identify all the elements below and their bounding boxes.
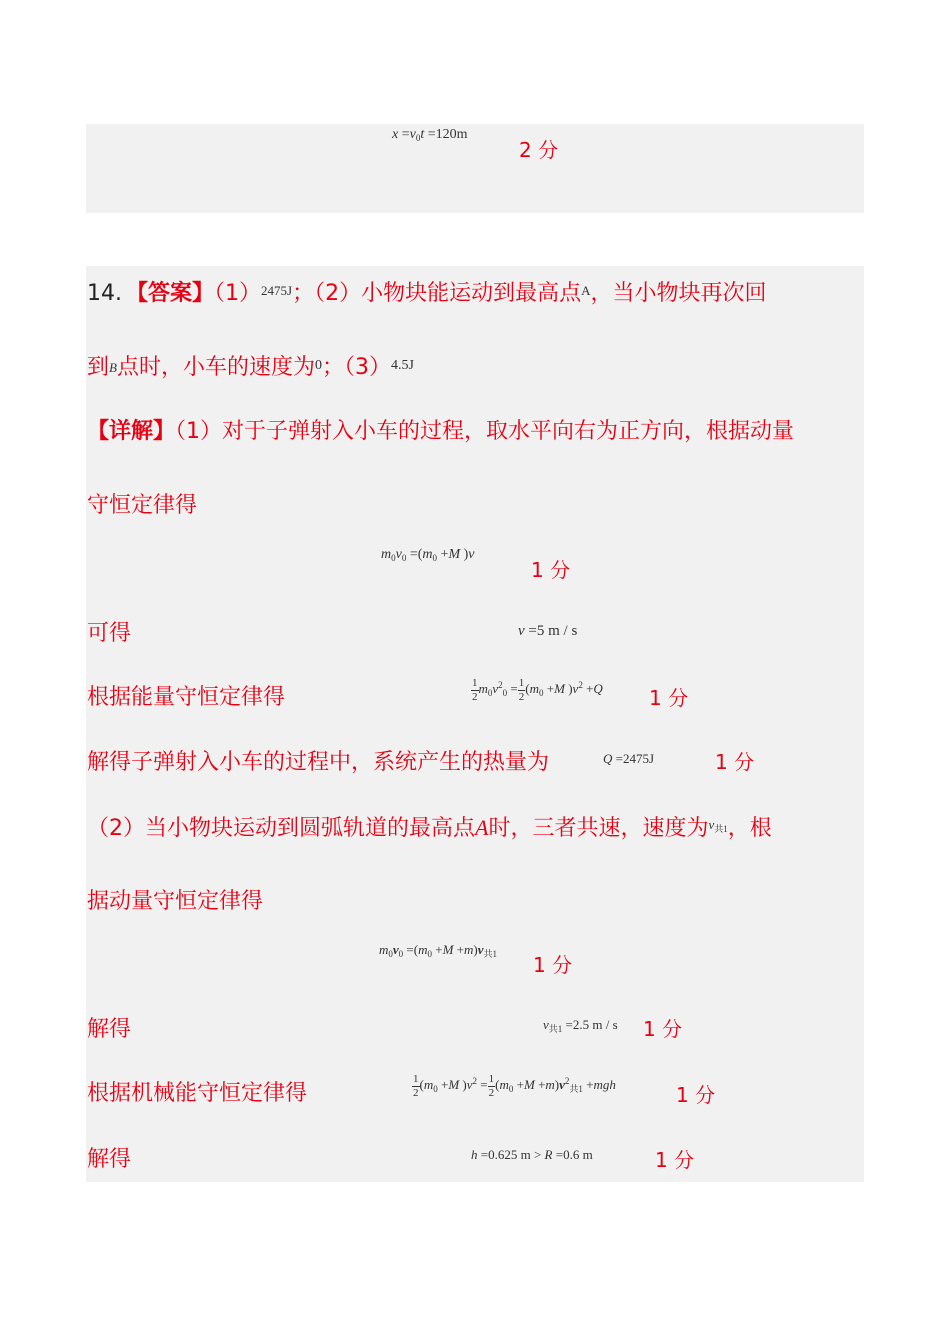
detail-part-2-line-1 (87, 817, 772, 840)
detail-text-2b: 时，三者共速，速度为 (488, 816, 709, 841)
answer-text-2b: ，当小物块再次回 (590, 281, 767, 306)
formula-height: h =0.625 m > R =0.6 m (471, 1147, 593, 1162)
score-momentum-2: 1 分 (533, 953, 573, 977)
detail-line-2: 守恒定律得 (87, 493, 198, 518)
answer-zero: 0 (314, 358, 322, 373)
answer-tag: 【答案】 (126, 281, 215, 306)
label-heat: 解得子弹射入小车的过程中，系统产生的热量为 (87, 750, 550, 775)
answer-text-2d: 点时，小车的速度为 (116, 355, 315, 380)
detail-text-2c: ，根 (727, 816, 772, 841)
detail-velocity-common: v共1 (708, 817, 728, 834)
formula-momentum-2: $m_0v_0 =(m_0 +M +m)v_{共1}$ (379, 942, 498, 959)
label-ke: 可得 (87, 621, 132, 646)
answer-text-2c: 到 (87, 355, 110, 380)
answer-line-1 (126, 283, 767, 305)
formula-energy: $\frac{1}{2}$ $m_0v^2_0$ = $\frac{1}{2}$ ($m_0 +M$ )$v^2 +Q$ (472, 677, 603, 703)
detail-text-1: （1）对于子弹射入小车的过程，取水平向右为正方向，根据动量 (175, 419, 795, 444)
answer-value-1: 2475J (261, 283, 293, 298)
formula-common-velocity: $v_{共1} =2.5$ m / s (543, 1017, 618, 1034)
score-height: 1 分 (655, 1148, 695, 1172)
answer-semicolon-2: ； (321, 355, 344, 380)
answer-part-3: （3） (344, 355, 391, 380)
formula-displacement: $x =v_0t =120m$ (392, 127, 468, 143)
answer-point-b: B (109, 360, 117, 375)
label-mechanical: 根据机械能守恒定律得 (87, 1081, 308, 1106)
detail-tag: 【详解】 (87, 419, 176, 444)
shaded-block-main (86, 266, 864, 1182)
answer-line-2 (87, 357, 414, 379)
score-momentum-1: 1 分 (531, 558, 571, 582)
formula-velocity: v =5 m / s (518, 623, 578, 639)
label-solve-2: 解得 (87, 1147, 132, 1172)
score-energy: 1 分 (649, 686, 689, 710)
score-heat: 1 分 (715, 750, 755, 774)
answer-point-a: A (581, 283, 591, 298)
answer-value-3: 4.5J (391, 358, 414, 373)
shaded-block-top (86, 124, 864, 213)
detail-line-1 (87, 421, 794, 443)
score-mechanical-energy: 1 分 (676, 1083, 716, 1107)
label-energy: 根据能量守恒定律得 (87, 685, 286, 710)
detail-part-2-line-2: 据动量守恒定律得 (87, 889, 264, 914)
formula-momentum-1: $m_0v_0 =(m_0 +M$ )v (381, 547, 475, 563)
detail-text-2a: （2）当小物块运动到圆弧轨道的最高点 (87, 816, 475, 841)
answer-part-1: （1） (214, 281, 262, 306)
score-top: 2 分 (519, 138, 559, 162)
label-solve-1: 解得 (87, 1017, 132, 1042)
answer-part-2: （2） (314, 281, 362, 306)
answer-semicolon-1: ； (292, 281, 315, 306)
question-number: 14. (87, 281, 122, 306)
score-common-velocity: 1 分 (643, 1017, 683, 1041)
formula-mechanical-energy: $\frac{1}{2}$ ($m_0 +M$ )$v^2$ = $\frac{1}{2}$ $(m_0 +M +m)v^2_{共1} +mgh$ (413, 1073, 616, 1099)
detail-point-a: A (475, 815, 489, 840)
answer-text-2a: 小物块能运动到最高点 (361, 281, 582, 306)
formula-heat: Q =2475J (603, 751, 655, 766)
